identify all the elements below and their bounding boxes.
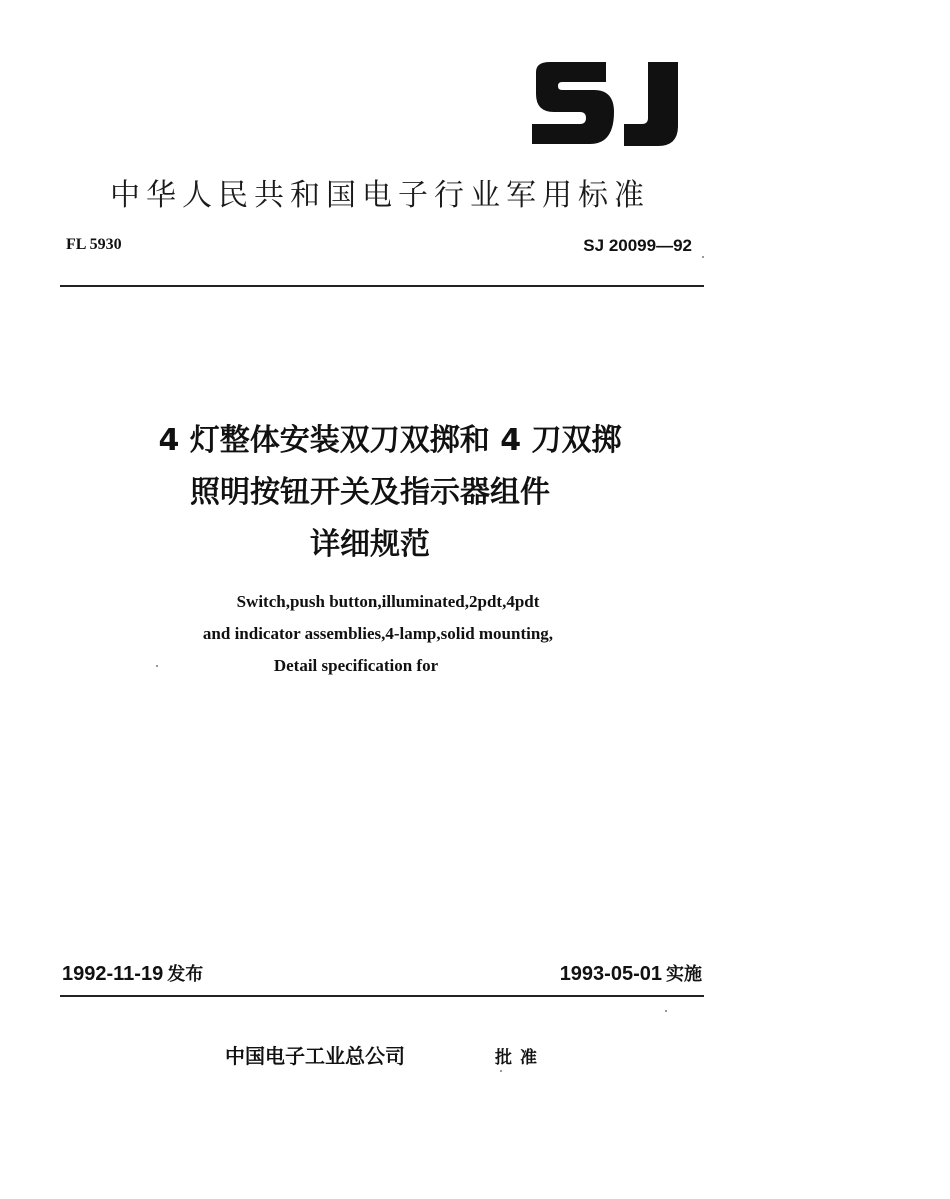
- sj-logo: [528, 60, 693, 150]
- issue-date-value: 1992-11-19: [62, 963, 164, 985]
- scan-speck: [702, 256, 704, 258]
- english-title-line-1: Switch,push button,illuminated,2pdt,4pdt: [236, 592, 540, 611]
- chinese-title-line-1: 4 灯整体安装双刀双掷和 4 刀双掷: [158, 423, 622, 458]
- document-number: SJ 20099—92: [583, 236, 692, 255]
- footer-divider: [60, 995, 704, 997]
- classification-code: FL 5930: [66, 236, 122, 253]
- effective-date: [560, 960, 702, 986]
- scan-speck: [500, 1070, 502, 1072]
- chinese-title-line-3: 详细规范: [310, 527, 430, 562]
- scan-speck: [665, 1010, 667, 1012]
- approving-authority: 中国电子工业总公司: [225, 1044, 405, 1068]
- effective-date-value: 1993-05-01: [559, 963, 662, 985]
- standard-category-title: 中华人民共和国电子行业军用标准: [110, 178, 650, 213]
- issue-label: 发布: [167, 964, 204, 985]
- scan-speck: [156, 665, 158, 667]
- approval-label: 批准: [495, 1048, 545, 1068]
- header-divider: [60, 285, 704, 287]
- english-title-line-3: Detail specification for: [273, 656, 439, 675]
- effective-label: 实施: [666, 964, 702, 985]
- chinese-title-line-2: 照明按钮开关及指示器组件: [190, 475, 550, 510]
- issue-date: [62, 960, 203, 986]
- english-title-line-2: and indicator assemblies,4-lamp,solid mounting,: [202, 624, 554, 643]
